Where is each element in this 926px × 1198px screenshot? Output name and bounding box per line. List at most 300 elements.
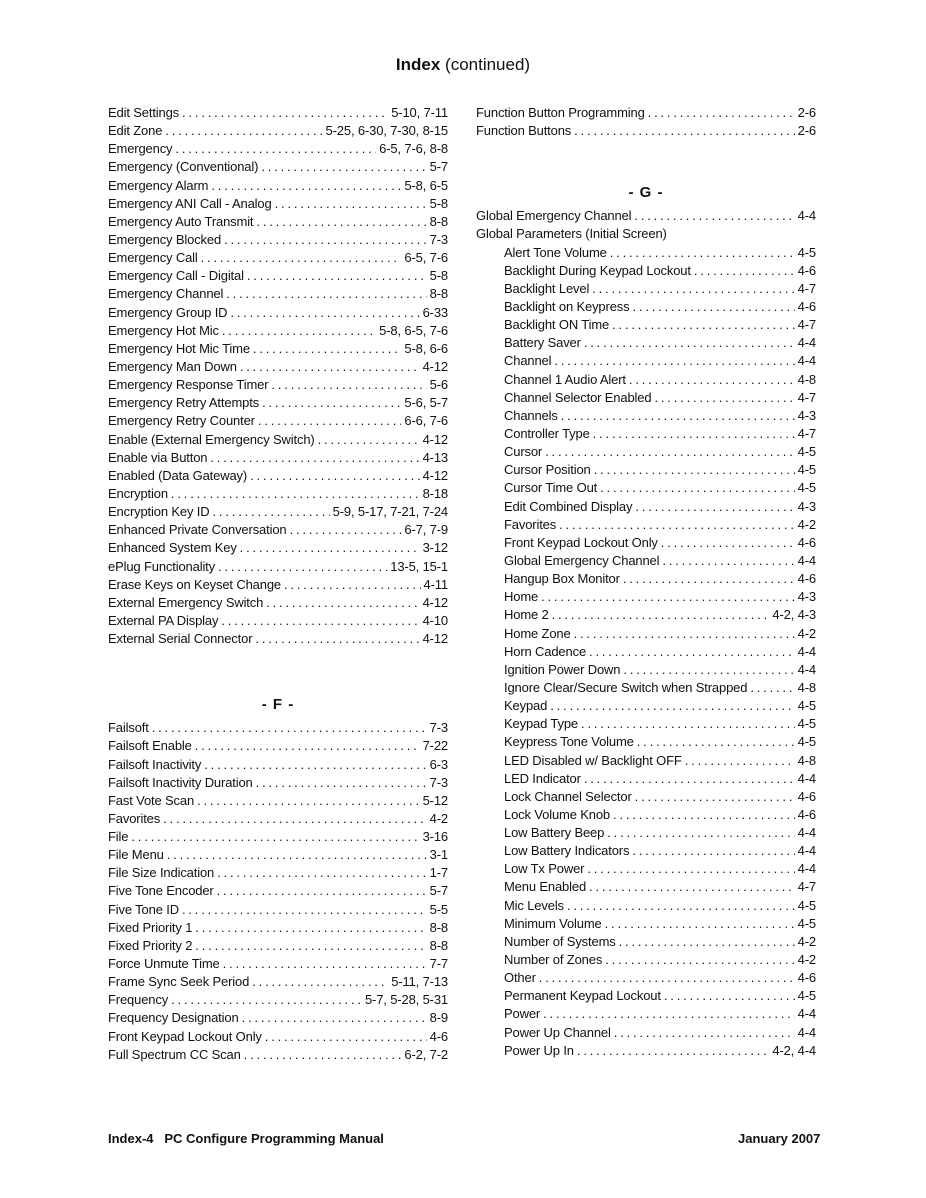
index-page-ref: 5-7 <box>429 159 448 175</box>
index-term: Emergency Hot Mic Time <box>108 340 250 356</box>
left-column <box>108 104 448 1064</box>
leader-dots <box>594 461 795 479</box>
index-entry <box>108 376 448 394</box>
index-page-ref: 5-8, 6-6 <box>404 340 448 356</box>
index-entry <box>476 479 816 497</box>
index-page-ref: 4-7 <box>797 317 816 333</box>
index-term: Channel Selector Enabled <box>504 389 652 405</box>
index-term: Function Buttons <box>476 123 572 139</box>
index-term: Emergency Man Down <box>108 358 237 374</box>
index-page-ref: 4-4 <box>797 643 816 659</box>
index-entry <box>476 280 816 298</box>
leader-dots <box>256 213 426 231</box>
index-page-ref: 4-12 <box>422 358 448 374</box>
index-page-ref: 5-6 <box>429 377 448 393</box>
index-term: External Serial Connector <box>108 631 253 647</box>
index-page-ref: 4-5 <box>797 244 816 260</box>
index-entry <box>476 824 816 842</box>
leader-dots <box>262 394 401 412</box>
leader-dots <box>171 485 420 503</box>
index-entry <box>476 371 816 389</box>
index-page-ref: 4-6 <box>797 298 816 314</box>
index-term: Hangup Box Monitor <box>504 571 620 587</box>
index-entry <box>108 612 448 630</box>
index-entry <box>476 225 816 243</box>
index-term: Function Button Programming <box>476 105 645 120</box>
index-entry <box>476 697 816 715</box>
leader-dots <box>614 1024 795 1042</box>
page-title <box>0 55 926 75</box>
leader-dots <box>607 824 794 842</box>
leader-dots <box>648 104 795 122</box>
index-page-ref: 4-2 <box>797 952 816 968</box>
index-term: LED Disabled w/ Backlight OFF <box>504 752 682 768</box>
index-entry <box>108 249 448 267</box>
leader-dots <box>581 715 795 733</box>
leader-dots <box>242 1009 427 1027</box>
index-page-ref: 6-2, 7-2 <box>404 1046 448 1062</box>
index-term: Ignore Clear/Secure Switch when Strapped <box>504 679 748 695</box>
index-entry <box>108 521 448 539</box>
index-page-ref: 2-6 <box>797 123 816 139</box>
index-entry <box>476 461 816 479</box>
index-page-ref: 1-7 <box>429 865 448 881</box>
index-term: Home 2 <box>504 607 549 623</box>
index-entry <box>108 195 448 213</box>
leader-dots <box>204 756 426 774</box>
index-page-ref: 4-5 <box>797 988 816 1004</box>
index-page-ref: 5-9, 5-17, 7-21, 7-24 <box>332 504 448 520</box>
index-entry <box>108 412 448 430</box>
leader-dots <box>244 1046 402 1064</box>
index-term: Enabled (Data Gateway) <box>108 467 248 483</box>
index-page-ref: 4-4 <box>797 552 816 568</box>
index-entry <box>108 901 448 919</box>
index-page-ref: 5-7, 5-28, 5-31 <box>364 992 448 1008</box>
index-term: Emergency Channel <box>108 286 224 302</box>
index-term: Home Zone <box>504 625 571 641</box>
index-entry <box>476 1005 816 1023</box>
index-term: Channels <box>504 407 558 423</box>
index-term: Fast Vote Scan <box>108 792 195 808</box>
index-page-ref: 4-4 <box>797 661 816 677</box>
index-term: Alert Tone Volume <box>504 244 607 260</box>
index-entry <box>108 1046 448 1064</box>
index-term: Backlight During Keypad Lockout <box>504 262 691 278</box>
leader-dots <box>694 262 795 280</box>
index-term: Frequency <box>108 992 169 1008</box>
leader-dots <box>152 719 427 737</box>
index-page-ref: 4-8 <box>797 752 816 768</box>
section-heading-f: - F - <box>261 696 295 714</box>
page-title-rest: (continued) <box>445 55 531 74</box>
index-term: Battery Saver <box>504 335 581 351</box>
index-term: Failsoft Enable <box>108 738 192 754</box>
leader-dots <box>750 679 794 697</box>
leader-dots <box>605 915 795 933</box>
index-page-ref: 5-8, 6-5, 7-6 <box>379 322 448 338</box>
index-page-ref: 5-5 <box>429 901 448 917</box>
index-page-ref: 4-12 <box>422 594 448 610</box>
leader-dots <box>629 371 795 389</box>
index-term: Emergency Retry Attempts <box>108 395 260 411</box>
index-page-ref: 7-7 <box>429 956 448 972</box>
index-entry <box>108 358 448 376</box>
index-page-ref: 4-2 <box>429 810 448 826</box>
index-term: Failsoft Inactivity Duration <box>108 774 253 790</box>
index-term: External Emergency Switch <box>108 594 264 610</box>
index-term: Mic Levels <box>504 897 564 913</box>
index-term: Keypad Type <box>504 716 579 732</box>
index-entry <box>476 951 816 969</box>
index-term: External PA Display <box>108 612 219 628</box>
footer-manual-title: Index-4 PC Configure Programming Manual <box>108 1131 384 1146</box>
index-page-ref: 5-8 <box>429 268 448 284</box>
index-page-ref: 6-7, 7-9 <box>404 522 448 538</box>
leader-dots <box>213 503 330 521</box>
leader-dots <box>265 1028 427 1046</box>
index-term: Minimum Volume <box>504 915 602 931</box>
leader-dots <box>318 431 420 449</box>
index-term: Low Battery Indicators <box>504 843 630 859</box>
leader-dots <box>613 806 795 824</box>
leader-dots <box>261 158 426 176</box>
index-term: Encryption Key ID <box>108 504 210 520</box>
index-term: Home <box>504 589 539 605</box>
leader-dots <box>635 788 795 806</box>
index-entry <box>476 570 816 588</box>
index-page-ref: 6-6, 7-6 <box>404 413 448 429</box>
index-page-ref: 4-6 <box>797 788 816 804</box>
leader-dots <box>661 534 795 552</box>
index-entry <box>108 973 448 991</box>
index-term: Backlight ON Time <box>504 317 610 333</box>
leader-dots <box>592 280 794 298</box>
index-entry <box>108 828 448 846</box>
index-page-ref: 4-13 <box>422 449 448 465</box>
index-term: Horn Cadence <box>504 643 587 659</box>
index-page-ref: 8-8 <box>429 286 448 302</box>
index-entry <box>476 516 816 534</box>
leader-dots <box>271 376 426 394</box>
leader-dots <box>584 770 795 788</box>
leader-dots <box>634 207 794 225</box>
index-entry <box>108 467 448 485</box>
index-page-ref: 4-7 <box>797 425 816 441</box>
index-term: Emergency Hot Mic <box>108 322 219 338</box>
index-term: Emergency Group ID <box>108 304 228 320</box>
leader-dots <box>635 498 794 516</box>
index-term: Keypad <box>504 698 548 714</box>
right-column <box>476 104 816 1060</box>
index-term: Fixed Priority 1 <box>108 919 193 935</box>
index-entry <box>476 244 816 262</box>
index-entry <box>476 122 816 140</box>
index-page-ref: 4-2 <box>797 625 816 641</box>
leader-dots <box>226 285 426 303</box>
index-entry <box>108 955 448 973</box>
index-entry <box>476 104 816 122</box>
index-entry <box>108 737 448 755</box>
leader-dots <box>240 358 420 376</box>
index-entry <box>476 842 816 860</box>
index-page-ref: 4-3 <box>797 498 816 514</box>
index-page-ref: 4-5 <box>797 897 816 913</box>
leader-dots <box>632 842 794 860</box>
index-entry <box>476 915 816 933</box>
index-page-ref: 13-5, 15-1 <box>390 558 448 574</box>
index-page-ref: 4-4 <box>797 353 816 369</box>
leader-dots <box>289 521 401 539</box>
index-entry <box>108 267 448 285</box>
leader-dots <box>561 407 795 425</box>
leader-dots <box>610 244 795 262</box>
leader-dots <box>612 316 795 334</box>
index-page-ref: 4-7 <box>797 879 816 895</box>
leader-dots <box>195 937 426 955</box>
leader-dots <box>632 298 794 316</box>
index-page-ref: 7-22 <box>422 738 448 754</box>
leader-dots <box>247 267 427 285</box>
index-entry <box>108 485 448 503</box>
index-page-ref: 4-12 <box>422 431 448 447</box>
index-term: Number of Zones <box>504 952 603 968</box>
index-entry <box>108 792 448 810</box>
index-page-ref: 4-11 <box>423 576 448 592</box>
index-term: Backlight on Keypress <box>504 298 630 314</box>
index-entry <box>476 752 816 770</box>
leader-dots <box>685 752 795 770</box>
leader-dots <box>201 249 402 267</box>
index-term: Channel 1 Audio Alert <box>504 371 626 387</box>
index-term: Erase Keys on Keyset Change <box>108 576 281 592</box>
index-term: Favorites <box>504 516 557 532</box>
index-entry <box>108 576 448 594</box>
leader-dots <box>266 594 419 612</box>
index-entry <box>108 558 448 576</box>
index-term: Frequency Designation <box>108 1010 239 1026</box>
index-page-ref: 8-9 <box>429 1010 448 1026</box>
index-entry <box>108 503 448 521</box>
index-term: Five Tone Encoder <box>108 883 214 899</box>
index-term: Lock Volume Knob <box>504 806 611 822</box>
index-page-ref: 8-8 <box>429 937 448 953</box>
leader-dots <box>175 140 376 158</box>
index-entry <box>476 262 816 280</box>
index-term: Permanent Keypad Lockout <box>504 988 661 1004</box>
index-entry <box>108 1028 448 1046</box>
index-entry <box>108 539 448 557</box>
index-page-ref: 4-4 <box>797 825 816 841</box>
index-entry <box>476 498 816 516</box>
index-page-ref: 4-6 <box>797 806 816 822</box>
index-entry <box>108 340 448 358</box>
index-page-ref: 2-6 <box>797 105 816 120</box>
leader-dots <box>623 570 795 588</box>
index-term: Failsoft <box>108 720 149 736</box>
index-page-ref: 4-3 <box>797 589 816 605</box>
index-term: Global Emergency Channel <box>504 552 660 568</box>
leader-dots <box>284 576 421 594</box>
index-page-ref: 7-3 <box>429 720 448 736</box>
leader-dots <box>223 955 427 973</box>
index-page-ref: 5-12 <box>422 792 448 808</box>
index-term: Emergency Blocked <box>108 231 222 247</box>
index-term: Favorites <box>108 810 161 826</box>
leader-dots <box>577 1042 770 1060</box>
index-term: Edit Settings <box>108 105 180 120</box>
leader-dots <box>195 919 426 937</box>
index-page-ref: 4-4 <box>797 208 816 224</box>
index-term: Cursor Position <box>504 462 591 478</box>
index-term: Ignition Power Down <box>504 661 621 677</box>
index-entry <box>476 679 816 697</box>
index-entry <box>476 878 816 896</box>
index-entry <box>108 394 448 412</box>
index-page-ref: 5-25, 6-30, 7-30, 8-15 <box>325 123 448 139</box>
index-term: Front Keypad Lockout Only <box>504 534 658 550</box>
leader-dots <box>623 661 794 679</box>
index-entry <box>476 625 816 643</box>
leader-dots <box>584 334 795 352</box>
index-term: Other <box>504 970 536 986</box>
index-term: Menu Enabled <box>504 879 587 895</box>
index-term: Edit Combined Display <box>504 498 633 514</box>
leader-dots <box>167 846 427 864</box>
index-page-ref: 4-4 <box>797 843 816 859</box>
index-page-ref: 4-5 <box>797 716 816 732</box>
index-entry <box>476 407 816 425</box>
index-page-ref: 8-8 <box>429 213 448 229</box>
index-term: Power Up Channel <box>504 1024 611 1040</box>
index-entry <box>476 788 816 806</box>
index-entry <box>476 588 816 606</box>
index-entry <box>108 322 448 340</box>
leader-dots <box>539 969 795 987</box>
index-term: Global Parameters (Initial Screen) <box>476 226 667 242</box>
index-term: Emergency Response Timer <box>108 377 269 393</box>
index-term: Front Keypad Lockout Only <box>108 1028 262 1044</box>
index-term: File Menu <box>108 847 164 863</box>
leader-dots <box>240 539 420 557</box>
leader-dots <box>210 449 419 467</box>
index-entry <box>476 606 816 624</box>
index-entry <box>476 1042 816 1060</box>
index-entry <box>108 937 448 955</box>
index-entry <box>108 122 448 140</box>
index-entry <box>108 774 448 792</box>
leader-dots <box>552 606 770 624</box>
leader-dots <box>195 737 420 755</box>
index-entry <box>476 334 816 352</box>
index-page-ref: 4-4 <box>797 1006 816 1022</box>
footer-date: January 2007 <box>738 1131 821 1146</box>
index-entry <box>476 316 816 334</box>
index-term: Backlight Level <box>504 280 590 296</box>
index-term: Cursor Time Out <box>504 480 598 496</box>
index-term: Global Emergency Channel <box>476 208 632 224</box>
page-title-bold: Index <box>395 55 441 74</box>
index-page-ref: 4-6 <box>429 1028 448 1044</box>
index-entry <box>108 104 448 122</box>
index-page-ref: 7-3 <box>429 774 448 790</box>
index-term: Cursor <box>504 444 543 460</box>
index-page-ref: 4-2 <box>797 516 816 532</box>
index-entry <box>476 897 816 915</box>
leader-dots <box>543 1005 795 1023</box>
index-term: Number of Systems <box>504 933 616 949</box>
index-entry <box>476 733 816 751</box>
index-entry <box>108 594 448 612</box>
index-page-ref: 4-5 <box>797 444 816 460</box>
leader-dots <box>593 425 795 443</box>
leader-dots <box>255 630 419 648</box>
section-heading-g: - G - <box>628 184 664 202</box>
index-term: Edit Zone <box>108 123 163 139</box>
leader-dots <box>605 951 794 969</box>
index-term: Emergency Auto Transmit <box>108 213 254 229</box>
index-entry <box>108 846 448 864</box>
index-term: Channel <box>504 353 552 369</box>
leader-dots <box>662 552 794 570</box>
index-entry <box>476 806 816 824</box>
index-page-ref: 4-4 <box>797 770 816 786</box>
index-page-ref: 4-5 <box>797 734 816 750</box>
index-term: Keypress Tone Volume <box>504 734 634 750</box>
index-page-ref: 8-18 <box>422 485 448 501</box>
index-entry <box>476 643 816 661</box>
index-page-ref: 8-8 <box>429 919 448 935</box>
leader-dots <box>230 304 419 322</box>
index-entry <box>108 431 448 449</box>
index-page-ref: 4-5 <box>797 915 816 931</box>
index-page-ref: 4-7 <box>797 280 816 296</box>
index-entry <box>476 770 816 788</box>
leader-dots <box>559 516 795 534</box>
index-page-ref: 4-12 <box>422 631 448 647</box>
leader-dots <box>574 122 794 140</box>
index-term: Force Unmute Time <box>108 956 220 972</box>
index-page-ref: 4-6 <box>797 534 816 550</box>
index-term: Emergency Call <box>108 250 198 266</box>
index-section-f <box>108 719 448 1064</box>
index-term: Power <box>504 1006 541 1022</box>
index-entry <box>108 231 448 249</box>
index-term: Enhanced Private Conversation <box>108 522 287 538</box>
index-term: Full Spectrum CC Scan <box>108 1046 241 1062</box>
index-term: Emergency (Conventional) <box>108 159 259 175</box>
index-page-ref: 4-2 <box>797 933 816 949</box>
index-entry <box>476 969 816 987</box>
leader-dots <box>182 104 388 122</box>
leader-dots <box>171 991 362 1009</box>
index-term: Low Tx Power <box>504 861 585 877</box>
index-page-ref: 4-4 <box>797 1024 816 1040</box>
leader-dots <box>211 177 401 195</box>
index-page-ref: 6-3 <box>429 756 448 772</box>
index-entry <box>476 860 816 878</box>
index-entry <box>108 140 448 158</box>
leader-dots <box>567 897 795 915</box>
index-entry <box>108 213 448 231</box>
leader-dots <box>222 322 376 340</box>
index-page-ref: 5-6, 5-7 <box>404 395 448 411</box>
index-page-ref: 4-4 <box>797 335 816 351</box>
leader-dots <box>221 612 419 630</box>
index-entry <box>476 715 816 733</box>
index-term: Emergency Call - Digital <box>108 268 244 284</box>
leader-dots <box>217 864 427 882</box>
